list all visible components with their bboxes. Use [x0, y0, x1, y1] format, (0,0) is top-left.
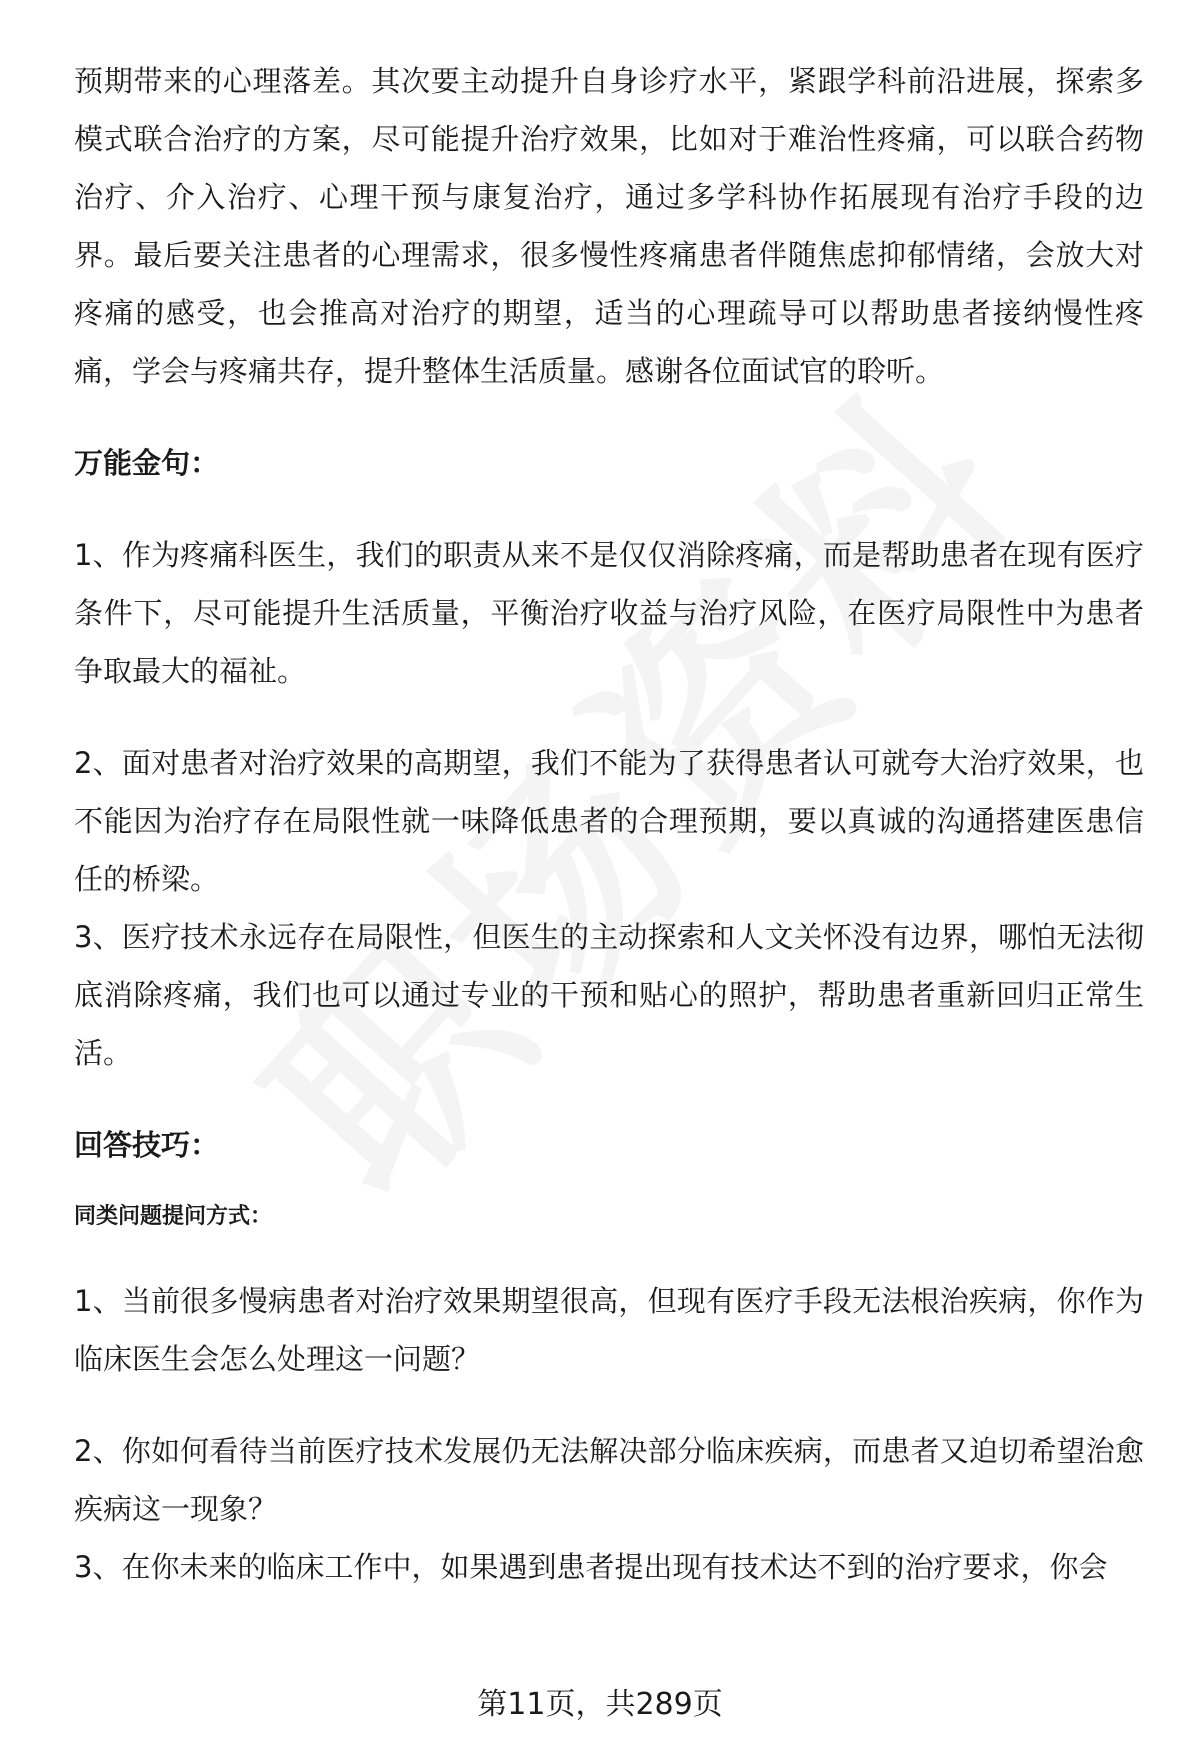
tips-item-1: 1、当前很多慢病患者对治疗效果期望很高，但现有医疗手段无法根治疾病，你作为临床医生会怎么处理这一问题？ [74, 1284, 1144, 1376]
golden-item-3: 3、医疗技术永远存在局限性，但医生的主动探索和人文关怀没有边界，哪怕无法彻底消除疼痛，我们也可以通过专业的干预和贴心的照护，帮助患者重新回归正常生活。 [74, 920, 1144, 1070]
tips-item-2: 2、你如何看待当前医疗技术发展仍无法解决部分临床疾病，而患者又迫切希望治愈疾病这一现象？ [74, 1434, 1144, 1526]
tips-heading: 回答技巧： [74, 1128, 220, 1162]
golden-heading: 万能金句： [74, 446, 220, 480]
document-page [74, 52, 1144, 1596]
page-number: 第11页，共289页 [477, 1687, 723, 1722]
intro-paragraph: 预期带来的心理落差。其次要主动提升自身诊疗水平，紧跟学科前沿进展，探索多模式联合治疗的方案，尽可能提升治疗效果，比如对于难治性疼痛，可以联合药物治疗、介入治疗、心理干预与康复治疗，通过多学科协作拓展现有治疗手段的边界。最后要关注患者的心理需求，很多慢性疼痛患者伴随焦虑抑郁情绪，会放大对疼痛的感受，也会推高对治疗的期望，适当的心理疏导可以帮助患者接纳慢性疼痛，学会与疼痛共存，提升整体生活质量。感谢各位面试官的聆听。 [74, 64, 1144, 388]
golden-item-1: 1、作为疼痛科医生，我们的职责从来不是仅仅消除疼痛，而是帮助患者在现有医疗条件下，尽可能提升生活质量，平衡治疗收益与治疗风险，在医疗局限性中为患者争取最大的福祉。 [74, 538, 1144, 688]
tips-item-3: 3、在你未来的临床工作中，如果遇到患者提出现有技术达不到的治疗要求，你会 [74, 1550, 1108, 1584]
tips-subheading: 同类问题提问方式： [74, 1204, 273, 1229]
golden-item-2: 2、面对患者对治疗效果的高期望，我们不能为了获得患者认可就夸大治疗效果，也不能因为治疗存在局限性就一味降低患者的合理预期，要以真诚的沟通搭建医患信任的桥梁。 [74, 746, 1144, 896]
